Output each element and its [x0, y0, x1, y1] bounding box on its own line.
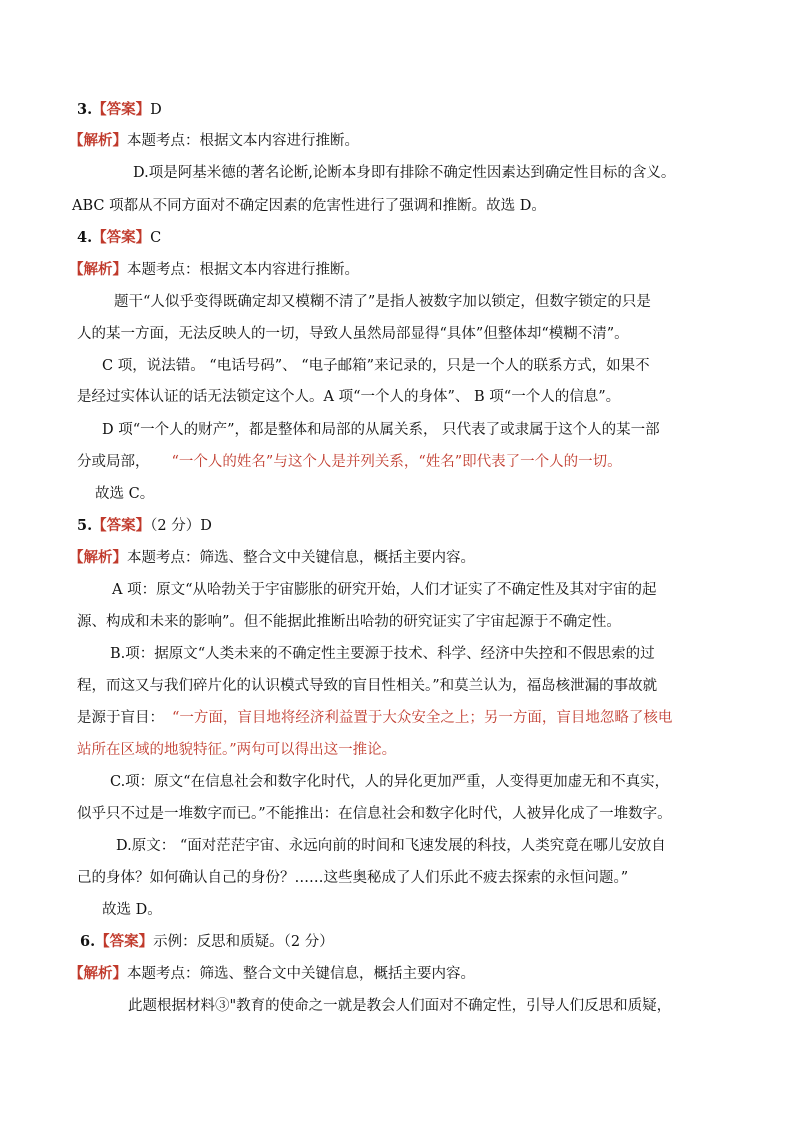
q5-number: 5. — [77, 517, 93, 534]
q5-highlight-text-1: “一方面，盲目地将经济利益置于大众安全之上；另一方面，盲目地忽略了核电 — [172, 710, 673, 726]
q5-analysis-tag: 【解析】 — [69, 549, 127, 566]
q5-option-b-line-2: 程，而这又与我们碎片化的认识模式导致的盲目性相关。”和莫兰认为，福岛核泄漏的事故就 — [77, 678, 658, 694]
q5-option-d-line-2: 己的身体？如何确认自己的身份？……这些奥秘成了人们乐此不疲去探索的永恒问题。” — [77, 870, 629, 886]
q4-answer-line — [77, 228, 161, 248]
q4-paragraph-1a: 题干“人似乎变得既确定却又模糊不清了”是指人被数字加以锁定，但数字锁定的只是 — [114, 294, 651, 310]
q6-answer: 示例：反思和质疑。（2 分） — [153, 934, 334, 950]
q5-option-b-line-1: B.项：据原文“人类未来的不确定性主要源于技术、科学、经济中失控和不假思索的过 — [110, 646, 655, 662]
q4-answer-bracket: 【答案】 — [92, 229, 151, 246]
q5-option-c-line-1: C.项：原文“在信息社会和数字化时代，人的异化更加严重，人变得更加虚无和不真实， — [110, 774, 670, 790]
q5-option-b-line-3 — [77, 708, 672, 728]
q3-paragraph-1: D.项是阿基米德的著名论断,论断本身即有排除不确定性因素达到确定性目标的含义。 — [133, 165, 676, 181]
q6-analysis-tag: 【解析】 — [69, 965, 127, 982]
q5-option-a-line-1: A 项：原文“从哈勃关于宇宙膨胀的研究开始，人们才证实了不确定性及其对宇宙的起 — [112, 582, 657, 598]
q5-option-b-line-3-text: 是源于盲目： — [77, 710, 164, 726]
q5-analysis-line — [69, 548, 475, 568]
q4-paragraph-3a: D 项“一个人的财产”，都是整体和局部的从属关系， 只代表了或隶属于这个人的某一部 — [102, 422, 660, 438]
q5-answer-line — [77, 516, 212, 536]
q4-paragraph-3b-text: 分或局部， — [77, 454, 150, 470]
q3-answer-line — [77, 100, 162, 120]
q5-option-a-line-2: 源、构成和未来的影响”。但不能据此推断出哈勃的研究证实了宇宙起源于不确定性。 — [77, 614, 621, 630]
q4-paragraph-3b — [77, 452, 622, 472]
q6-number: 6. — [80, 933, 96, 950]
q4-highlight-text: “一个人的姓名”与这个人是并列关系，“姓名”即代表了一个人的一切。 — [171, 454, 622, 470]
q4-conclusion: 故选 C。 — [95, 486, 155, 502]
q5-option-d-line-1: D.原文： “面对茫茫宇宙、永远向前的时间和飞速发展的科技，人类究竟在哪儿安放自 — [116, 838, 666, 854]
q6-answer-line — [80, 932, 334, 952]
q5-conclusion: 故选 D。 — [102, 902, 162, 918]
q5-option-b-line-4 — [77, 740, 396, 760]
q5-answer: D — [200, 518, 212, 534]
q5-analysis-intro: 本题考点：筛选、整合文中关键信息，概括主要内容。 — [127, 550, 475, 566]
q3-analysis-line — [69, 131, 359, 151]
q3-number: 3. — [77, 101, 93, 118]
q4-analysis-line — [69, 260, 359, 280]
q5-highlight-text-2: 站所在区域的地貌特征。”两句可以得出这一推论。 — [77, 742, 397, 758]
q3-analysis-intro: 本题考点：根据文本内容进行推断。 — [127, 133, 359, 149]
q4-number: 4. — [77, 229, 93, 246]
q6-analysis-line — [69, 964, 475, 984]
q4-paragraph-1b: 人的某一方面，无法反映人的一切，导致人虽然局部显得“具体”但整体却“模糊不清”。 — [77, 326, 629, 342]
q4-paragraph-2b: 是经过实体认证的话无法锁定这个人。A 项“一个人的身体”、 B 项“一个人的信息”。 — [77, 389, 621, 405]
q3-answer: D — [150, 102, 162, 118]
q3-answer-bracket: 【答案】 — [92, 101, 151, 118]
q5-option-c-line-2: 似乎只不过是一堆数字而已。”不能推出：在信息社会和数字化时代，人被异化成了一堆数字。 — [77, 806, 672, 822]
q3-paragraph-2: ABC 项都从不同方面对不确定因素的危害性进行了强调和推断。故选 D。 — [72, 198, 546, 214]
q4-paragraph-2a: C 项，说法错。 “电话号码”、 “电子邮箱”来记录的，只是一个人的联系方式，如果不 — [102, 358, 650, 374]
q6-paragraph-1: 此题根据材料③"教育的使命之一就是教会人们面对不确定性，引导人们反思和质疑， — [128, 998, 672, 1014]
q3-analysis-tag: 【解析】 — [69, 132, 127, 149]
q6-analysis-intro: 本题考点：筛选、整合文中关键信息，概括主要内容。 — [127, 966, 475, 982]
q5-score: （2 分） — [150, 518, 201, 534]
q4-answer: C — [150, 230, 162, 246]
q4-analysis-tag: 【解析】 — [69, 261, 127, 278]
q4-analysis-intro: 本题考点：根据文本内容进行推断。 — [127, 262, 359, 278]
q5-answer-bracket: 【答案】 — [92, 517, 151, 534]
q6-answer-bracket: 【答案】 — [95, 933, 154, 950]
